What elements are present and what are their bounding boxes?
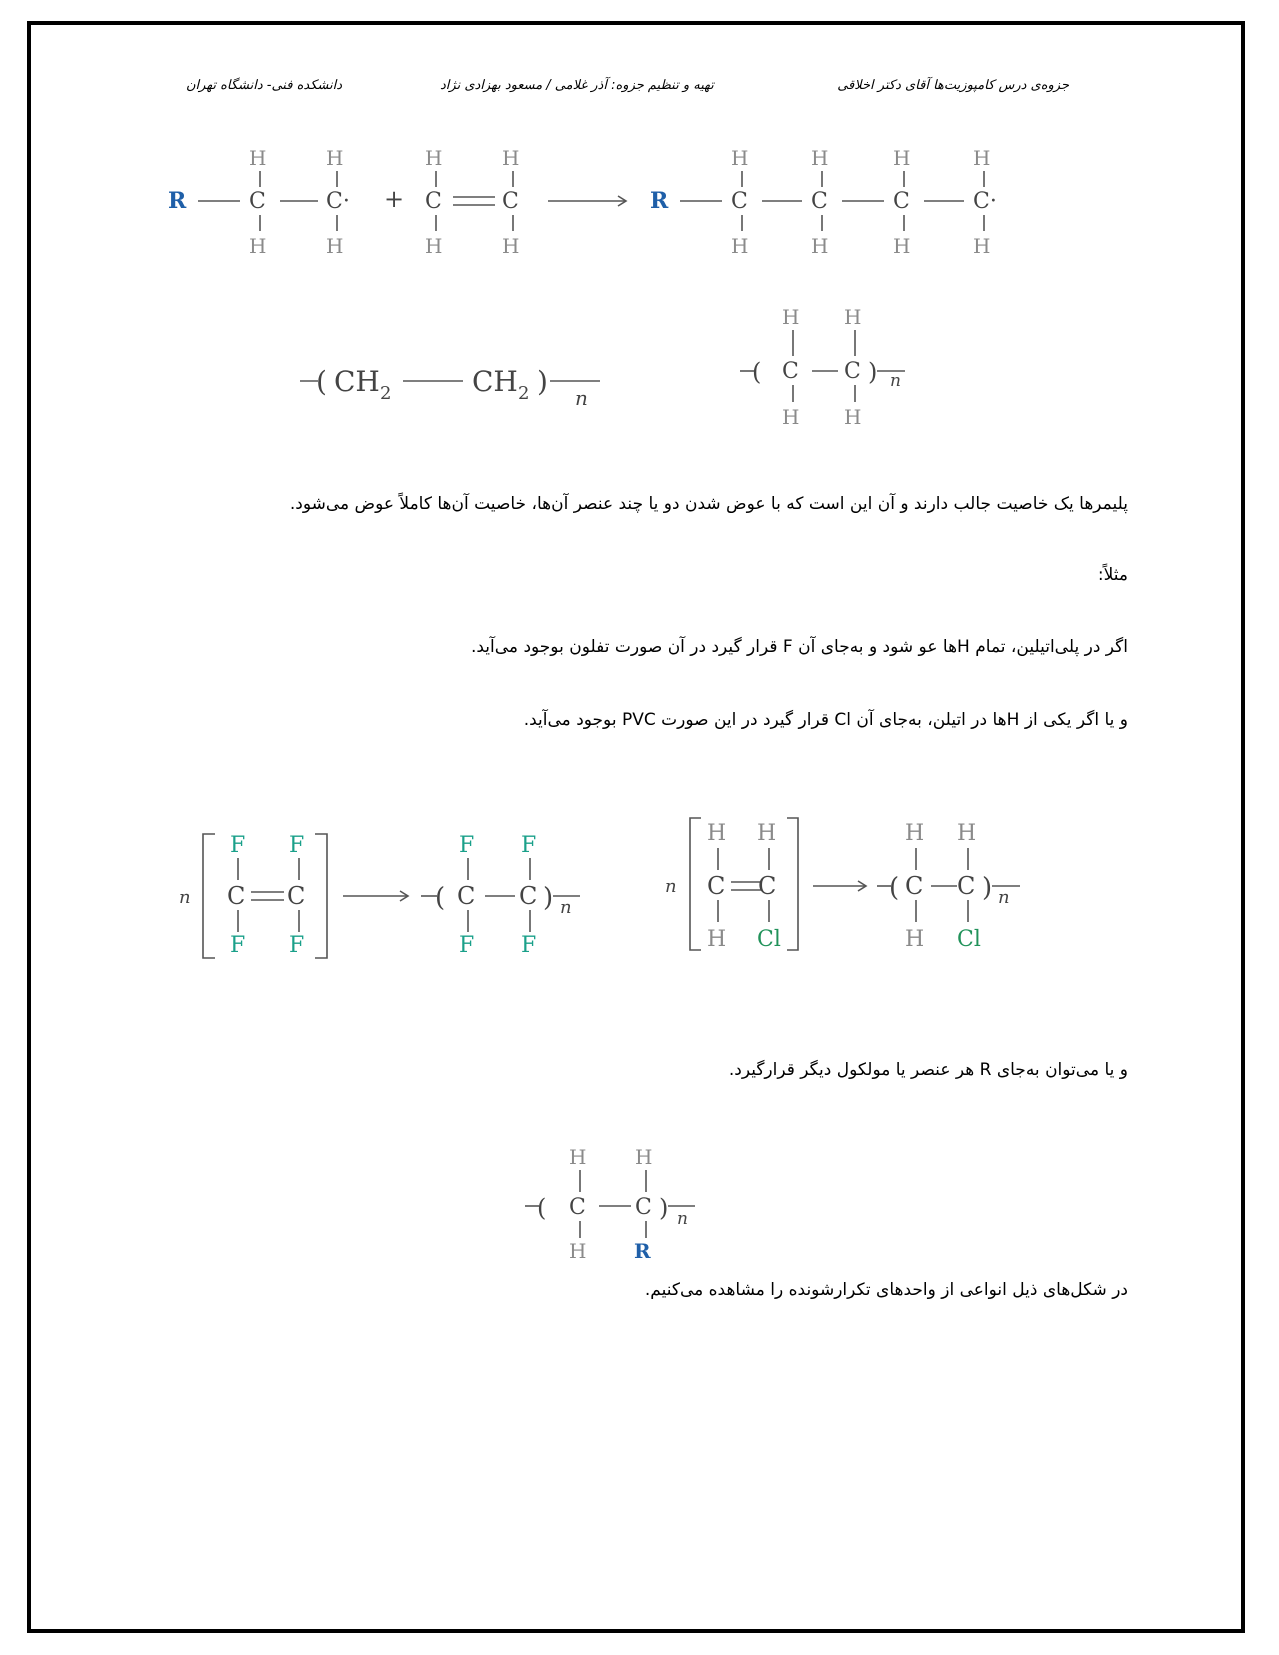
paragraph-pvc: و یا اگر یکی از Hها در اتیلن، به‌جای آن Cl قرار گیرد در این صورت PVC بوجود می‌آید. <box>523 710 1128 730</box>
c-radical-atom: C· <box>973 189 997 214</box>
c-atom: C <box>782 359 799 384</box>
open-paren: ( <box>316 365 327 398</box>
f-atom: F <box>289 933 305 958</box>
c-atom: C <box>893 189 910 214</box>
close-paren: ) <box>543 883 554 913</box>
c-atom: C <box>957 872 976 900</box>
h-atom: H <box>425 234 443 258</box>
h-atom: H <box>326 234 344 258</box>
c-atom: C <box>227 882 246 910</box>
c-atom: C <box>249 189 266 214</box>
h-atom: H <box>844 305 862 329</box>
h-atom: H <box>893 234 911 258</box>
plus-sign: + <box>384 185 405 213</box>
c-atom: C <box>519 882 538 910</box>
repeat-n: n <box>560 897 572 918</box>
h-atom: H <box>731 146 749 170</box>
c-atom: C <box>635 1195 652 1220</box>
repeat-n: n <box>575 386 588 410</box>
polyethylene-condensed-formula <box>300 355 620 415</box>
close-paren: ) <box>537 365 548 398</box>
paragraph-r-substitution: و یا می‌توان به‌جای R هر عنصر یا مولکول دیگر قرارگیرد. <box>728 1060 1128 1080</box>
radical-addition-reaction <box>150 135 1030 265</box>
subscript-2: 2 <box>518 383 530 404</box>
paragraph-polymer-property: پلیمرها یک خاصیت جالب دارند و آن این است که با عوض شدن دو یا چند عنصر آن‌ها، خاصیت آن‌ها کاملاً عوض می‌شود. <box>289 494 1128 514</box>
h-atom: H <box>811 146 829 170</box>
c-atom: C <box>731 189 748 214</box>
c-atom: C <box>457 882 476 910</box>
f-atom: F <box>289 833 305 858</box>
h-atom: H <box>731 234 749 258</box>
h-atom: H <box>635 1145 653 1169</box>
pvc-polymerization-reaction <box>665 810 1065 960</box>
h-atom: H <box>502 146 520 170</box>
close-paren: ) <box>659 1194 669 1222</box>
h-atom: H <box>569 1239 587 1263</box>
h-atom: H <box>326 146 344 170</box>
h-atom: H <box>905 927 925 952</box>
h-atom: H <box>957 821 977 846</box>
subscript-2: 2 <box>380 383 392 404</box>
product-r-label: R <box>650 188 669 214</box>
coefficient-n: n <box>665 876 677 897</box>
h-atom: H <box>707 821 727 846</box>
h-atom: H <box>782 305 800 329</box>
c-radical-atom: C· <box>326 189 350 214</box>
open-paren: ( <box>889 873 900 903</box>
f-atom: F <box>459 833 475 858</box>
ch2-group: CH <box>472 365 518 398</box>
open-paren: ( <box>537 1194 547 1222</box>
c-atom: C <box>569 1195 586 1220</box>
polyethylene-repeat-unit <box>740 300 930 435</box>
header-authors: تهیه و تنظیم جزوه: آذر غلامی / مسعود بهزادی نژاد <box>440 78 714 93</box>
c-atom: C <box>425 189 442 214</box>
close-paren: ) <box>868 358 878 386</box>
c-atom: C <box>758 872 777 900</box>
teflon-polymerization-reaction <box>175 820 595 970</box>
f-atom: F <box>459 933 475 958</box>
repeat-n: n <box>998 887 1010 908</box>
open-paren: ( <box>435 883 446 913</box>
h-atom: H <box>844 405 862 429</box>
paragraph-teflon: اگر در پلی‌اتیلین، تمام Hها عو شود و به‌جای آن F قرار گیرد در آن صورت تفلون بوجود می‌آید. <box>470 637 1128 657</box>
f-atom: F <box>521 833 537 858</box>
close-paren: ) <box>982 873 993 903</box>
radical-r-label: R <box>168 188 187 214</box>
h-atom: H <box>249 146 267 170</box>
cl-atom: Cl <box>957 927 981 952</box>
header-course-title: جزوه‌ی درس کامپوزیت‌ها آقای دکتر اخلاقی <box>837 78 1069 93</box>
h-atom: H <box>811 234 829 258</box>
h-atom: H <box>973 234 991 258</box>
h-atom: H <box>782 405 800 429</box>
h-atom: H <box>707 927 727 952</box>
h-atom: H <box>757 821 777 846</box>
c-atom: C <box>707 872 726 900</box>
h-atom: H <box>425 146 443 170</box>
vinyl-repeat-unit-r <box>525 1140 725 1270</box>
f-atom: F <box>230 933 246 958</box>
paragraph-figures-intro: در شکل‌های ذیل انواعی از واحدهای تکرارشونده را مشاهده می‌کنیم. <box>644 1280 1128 1300</box>
c-atom: C <box>905 872 924 900</box>
c-atom: C <box>502 189 519 214</box>
header-university: دانشکده فنی- دانشگاه تهران <box>186 78 342 93</box>
c-atom: C <box>844 359 861 384</box>
h-atom: H <box>905 821 925 846</box>
paragraph-example-label: مثلاً: <box>1097 565 1128 585</box>
c-atom: C <box>811 189 828 214</box>
h-atom: H <box>973 146 991 170</box>
h-atom: H <box>249 234 267 258</box>
c-atom: C <box>287 882 306 910</box>
h-atom: H <box>569 1145 587 1169</box>
cl-atom: Cl <box>757 927 781 952</box>
repeat-n: n <box>890 371 901 391</box>
f-atom: F <box>521 933 537 958</box>
h-atom: H <box>893 146 911 170</box>
coefficient-n: n <box>179 887 191 908</box>
f-atom: F <box>230 833 246 858</box>
repeat-n: n <box>677 1209 688 1229</box>
r-group: R <box>634 1239 651 1263</box>
h-atom: H <box>502 234 520 258</box>
ch2-group: CH <box>334 365 380 398</box>
open-paren: ( <box>752 358 762 386</box>
